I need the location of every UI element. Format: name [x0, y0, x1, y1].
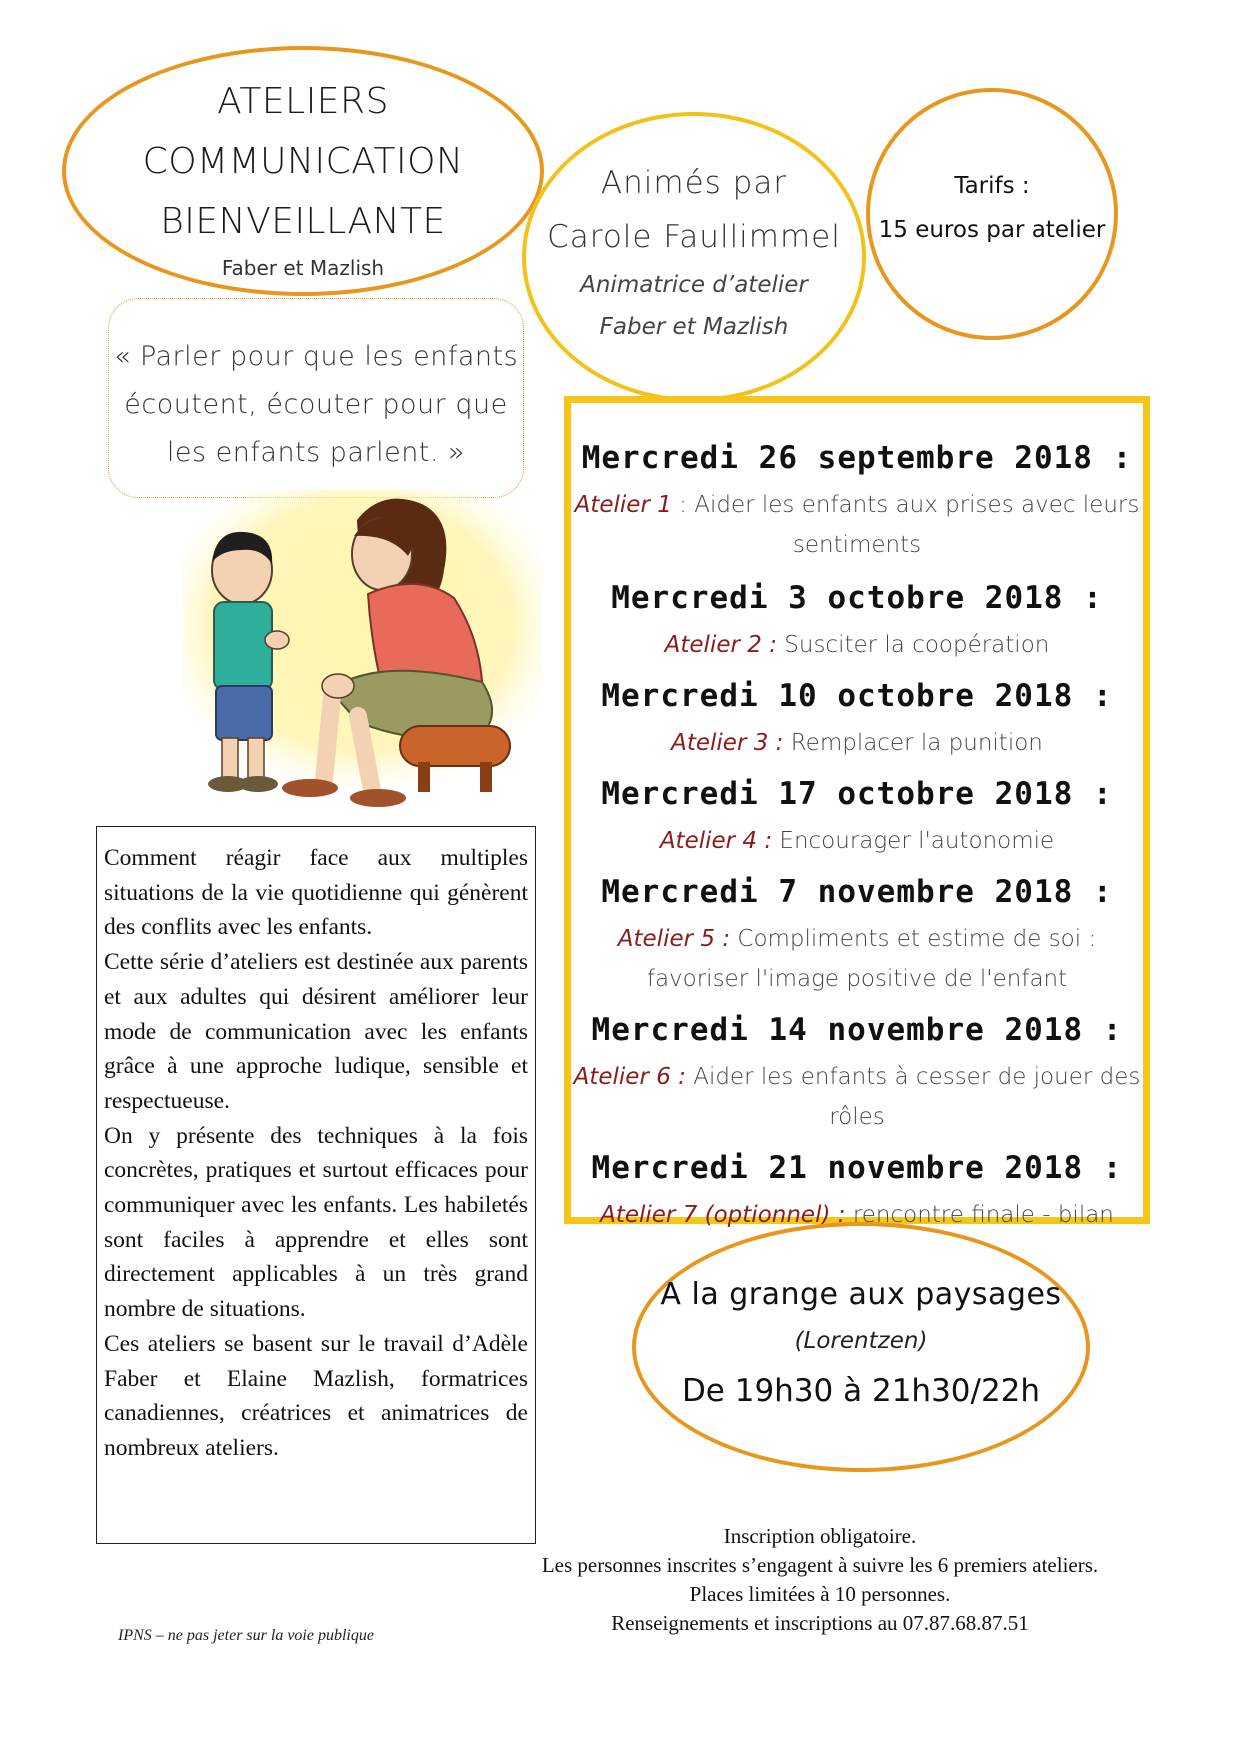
session-5-text-2: favoriser l'image positive de l'enfant [646, 966, 1068, 992]
location-town: (Lorentzen) [794, 1328, 928, 1354]
tarifs-circle [866, 88, 1118, 340]
session-1-text: Aider les enfants aux prises avec leurs [694, 492, 1140, 518]
description-paragraph-4: Ces ateliers se basent sur le travail d’Adèle Faber et Elaine Mazlish, formatrices canadiennes, créatrices et animatrices de nombreux ateliers. [104, 1330, 528, 1461]
title-line-2: COMMUNICATION [142, 141, 464, 182]
location-place: A la grange aux paysages [660, 1277, 1062, 1312]
animator-intro: Animés par [600, 165, 788, 201]
session-3-description [571, 723, 1143, 763]
session-3-separator [783, 730, 790, 756]
ipns-notice: IPNS – ne pas jeter sur la voie publique [118, 1627, 374, 1644]
session-5-description [571, 919, 1143, 959]
session-5-text: Compliments et estime de soi : [737, 926, 1097, 952]
quote-line-3: les enfants parlent. » [166, 437, 466, 468]
title-line-1: ATELIERS [217, 81, 389, 122]
mother-child-illustration [182, 490, 562, 820]
animator-name: Carole Faullimmel [547, 219, 841, 255]
session-1-separator: : [671, 492, 695, 518]
location-ellipse [632, 1222, 1090, 1472]
animator-role-2: Faber et Mazlish [599, 314, 789, 340]
info-line-4: Renseignements et inscriptions au 07.87.68.87.51 [611, 1611, 1029, 1635]
session-6-text: Aider les enfants à cesser de jouer des [693, 1064, 1141, 1090]
session-5-date: Mercredi 7 novembre 2018 : [601, 874, 1113, 910]
session-3-label: Atelier 3 : [671, 730, 784, 756]
location-time: De 19h30 à 21h30/22h [681, 1373, 1041, 1409]
session-4-date: Mercredi 17 octobre 2018 : [601, 776, 1113, 812]
quote-box [108, 298, 524, 498]
animator-circle [522, 112, 866, 402]
session-1-text-2: sentiments [792, 532, 922, 558]
description-paragraph-3: On y présente des techniques à la fois concrètes, pratiques et surtout efficaces pour communiquer avec les enfants. Les habiletés sont faciles à apprendre et elles sont directement applicables à un très grand nombre de situations. [104, 1122, 528, 1323]
session-1-date: Mercredi 26 septembre 2018 : [581, 440, 1133, 476]
session-7-date: Mercredi 21 novembre 2018 : [591, 1150, 1123, 1186]
tarifs-label: Tarifs : [954, 173, 1030, 199]
session-6-text-2: rôles [829, 1104, 885, 1130]
session-5-label: Atelier 5 : [617, 926, 731, 952]
session-7-text: rencontre finale - bilan [852, 1202, 1114, 1228]
session-4-label: Atelier 4 : [659, 828, 773, 854]
tarifs-price: 15 euros par atelier [878, 217, 1106, 243]
info-line-2: Les personnes inscrites s’engagent à suivre les 6 premiers ateliers. [541, 1553, 1099, 1577]
session-6-description [571, 1057, 1143, 1097]
session-3-date: Mercredi 10 octobre 2018 : [601, 678, 1113, 714]
quote-line-2: écoutent, écouter pour que [124, 389, 508, 420]
description-paragraph-1: Comment réagir face aux multiples situations de la vie quotidienne qui génèrent des conflits avec les enfants. [104, 845, 528, 941]
session-2-date: Mercredi 3 octobre 2018 : [611, 580, 1103, 616]
registration-info [470, 1522, 1170, 1638]
description-paragraph-2: Cette série d’ateliers est destinée aux parents et aux adultes qui désirent améliorer leur mode de communication avec les enfants grâce à une approche ludique, sensible et respectueuse. [104, 949, 528, 1114]
info-line-3: Places limitées à 10 personnes. [689, 1582, 951, 1606]
session-6-date: Mercredi 14 novembre 2018 : [591, 1012, 1123, 1048]
session-3-text: Remplacer la punition [790, 730, 1043, 756]
session-7-label: Atelier 7 (optionnel) : [600, 1202, 846, 1228]
quote-line-1: « Parler pour que les enfants [113, 341, 519, 372]
description-box [96, 826, 536, 1544]
session-1-description [571, 485, 1143, 525]
info-line-1: Inscription obligatoire. [723, 1524, 917, 1548]
animator-role-1: Animatrice d’atelier [580, 272, 808, 298]
title-ellipse [62, 46, 544, 296]
session-2-text: Susciter la coopération [784, 632, 1050, 658]
session-1-label: Atelier 1 [574, 492, 672, 518]
session-2-label: Atelier 2 : [664, 632, 777, 658]
session-4-description [571, 821, 1143, 861]
session-4-text: Encourager l'autonomie [779, 828, 1055, 854]
session-6-label: Atelier 6 : [573, 1064, 686, 1090]
title-line-3: BIENVEILLANTE [160, 201, 446, 242]
title-subtitle: Faber et Mazlish [221, 256, 385, 280]
session-2-description [571, 625, 1143, 665]
schedule-box [564, 396, 1150, 1228]
